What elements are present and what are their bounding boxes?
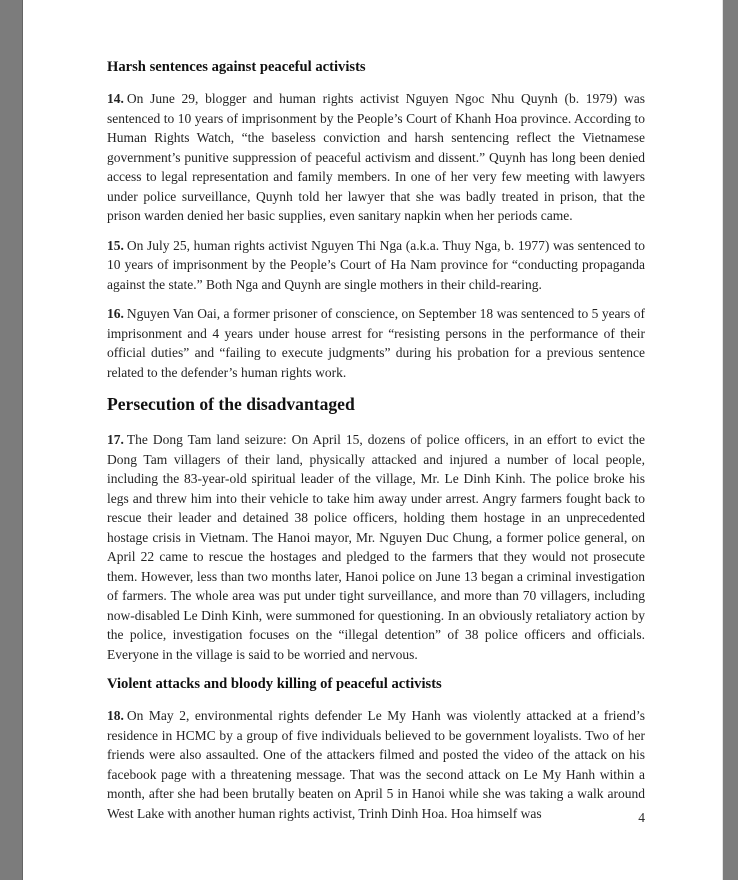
paragraph-text: On July 25, human rights activist Nguyen Thi Nga (a.k.a. Thuy Nga, b. 1977) was sentenced to 10 years of imprisonment by the People’s Court of Ha Nam province for “conducting propaganda against the state.” Both Nga and Quynh are single mothers in their child-rearing. bbox=[107, 237, 645, 292]
paragraph-text: The Dong Tam land seizure: On April 15, dozens of police officers, in an effort to evict the Dong Tam villagers of their land, physically attacked and injured a number of local people, including the 83-year-old spiritual leader of the village, Mr. Le Dinh Kinh. The police broke his legs and threw him into their vehicle to take him away under arrest. Angry farmers fought back to rescue their leader and detained 38 police officers, holding them hostage in an unprecedented hostage crisis in Vietnam. The Hanoi mayor, Mr. Nguyen Duc Chung, a former police general, on April 22 came to rescue the hostages and pledged to the farmers that they would not prosecute them. However, less than two months later, Hanoi police on June 13 began a criminal investigation of farmers. The whole area was put under tight surveillance, and more than 70 villagers, including now-disabled Le Dinh Kinh, were summoned for questioning. In an obviously retaliatory action by the police, investigation focuses on the “illegal detention” of 38 police officers and officials. Everyone in the village is said to be worried and nervous. bbox=[107, 432, 645, 662]
document-page bbox=[23, 0, 722, 880]
paragraph-text: On May 2, environmental rights defender Le My Hanh was violently attacked at a friend’s residence in HCMC by a group of five individuals believed to be government loyalists. Two of her friends were also assaulted. One of the attackers filmed and posted the video of the attack on his facebook page with a threatening message. That was the second attack on Le My Hanh within a month, after she had been brutally beaten on April 5 in Hanoi while she was taking a walk around West Lake with another human rights activist, Trinh Dinh Hoa. Hoa himself was bbox=[107, 708, 645, 821]
section-heading-persecution: Persecution of the disadvantaged bbox=[107, 394, 355, 414]
paragraph-text: On June 29, blogger and human rights activist Nguyen Ngoc Nhu Quynh (b. 1979) was sentenced to 10 years of imprisonment by the People’s Court of Khanh Hoa province. According to Human Rights Watch, “the baseless conviction and harsh sentencing reflect the Vietnamese government’s punitive suppression of peaceful activism and dissent.” Quynh has long been denied access to legal representation and family members. In one of her very few meeting with lawyers under police surveillance, Quynh told her lawyer that she was badly treated in prison, that the prison warden denied her basic supplies, even sanitary napkin when her periods came. bbox=[107, 91, 645, 223]
section-heading-harsh-sentences: Harsh sentences against peaceful activists bbox=[107, 59, 366, 75]
paragraph-number: 17. bbox=[107, 432, 124, 447]
page-content bbox=[107, 57, 645, 833]
paragraph-text: Nguyen Van Oai, a former prisoner of conscience, on September 18 was sentenced to 5 years of imprisonment and 4 years under house arrest for “resisting persons in the performance of their official duties” and “failing to execute judgments” during his probation for a previous sentence related to the defender’s human rights work. bbox=[107, 306, 645, 380]
paragraph-number: 18. bbox=[107, 708, 124, 723]
paragraph-17 bbox=[107, 430, 645, 664]
paragraph-14 bbox=[107, 89, 645, 226]
paragraph-number: 14. bbox=[107, 91, 124, 106]
paragraph-18 bbox=[107, 706, 645, 823]
paragraph-16 bbox=[107, 304, 645, 382]
page-number: 4 bbox=[638, 810, 645, 825]
paragraph-number: 15. bbox=[107, 237, 124, 253]
paragraph-15 bbox=[107, 236, 645, 295]
section-heading-violent-attacks: Violent attacks and bloody killing of peaceful activists bbox=[107, 676, 442, 692]
paragraph-number: 16. bbox=[107, 306, 124, 321]
